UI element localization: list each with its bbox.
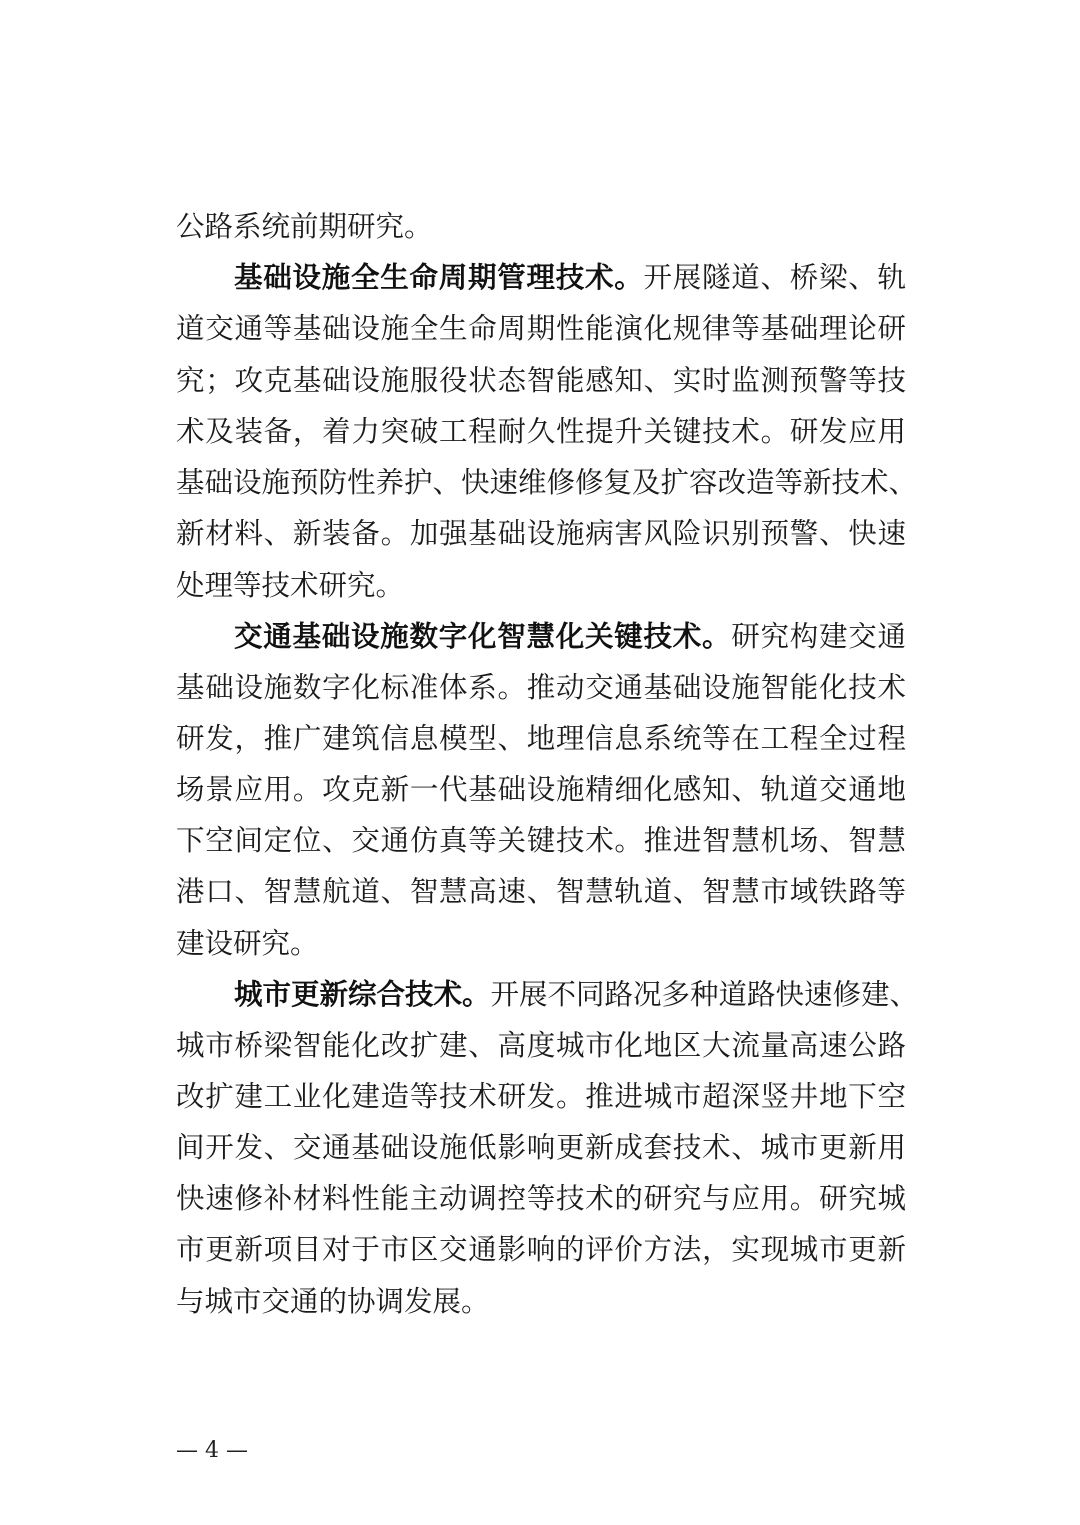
text-run: 开展隧道、桥梁、轨 bbox=[643, 261, 906, 294]
text-line: 新材料、新装备。加强基础设施病害风险识别预警、快速 bbox=[176, 517, 906, 550]
section-heading: 基础设施全生命周期管理技术。 bbox=[234, 261, 644, 294]
text-line: 基础设施预防性养护、快速维修修复及扩容改造等新技术、 bbox=[176, 466, 918, 499]
text-line: 城市桥梁智能化改扩建、高度城市化地区大流量高速公路 bbox=[176, 1029, 906, 1062]
text-line: 究；攻克基础设施服役状态智能感知、实时监测预警等技 bbox=[176, 364, 906, 397]
text-line: 改扩建工业化建造等技术研发。推进城市超深竖井地下空 bbox=[176, 1080, 906, 1113]
text-line: 市更新项目对于市区交通影响的评价方法，实现城市更新 bbox=[176, 1233, 906, 1266]
paragraph-first-line bbox=[234, 258, 906, 298]
text-line: 下空间定位、交通仿真等关键技术。推进智慧机场、智慧 bbox=[176, 824, 906, 857]
text-line: 间开发、交通基础设施低影响更新成套技术、城市更新用 bbox=[176, 1131, 906, 1164]
text-run: 研究构建交通 bbox=[731, 620, 906, 653]
text-line: 港口、智慧航道、智慧高速、智慧轨道、智慧市域铁路等 bbox=[176, 875, 906, 908]
text-line: 与城市交通的协调发展。 bbox=[176, 1285, 490, 1318]
text-line: 术及装备，着力突破工程耐久性提升关键技术。研发应用 bbox=[176, 415, 906, 448]
text-line: 建设研究。 bbox=[176, 927, 319, 960]
text-line: 研发，推广建筑信息模型、地理信息系统等在工程全过程 bbox=[176, 722, 906, 755]
text-line: 快速修补材料性能主动调控等技术的研究与应用。研究城 bbox=[176, 1182, 906, 1215]
text-line: 处理等技术研究。 bbox=[176, 569, 405, 602]
section-heading: 城市更新综合技术。 bbox=[234, 978, 491, 1011]
paragraph-first-line bbox=[234, 975, 919, 1015]
text-line: 道交通等基础设施全生命周期性能演化规律等基础理论研 bbox=[176, 312, 906, 345]
text-line: 场景应用。攻克新一代基础设施精细化感知、轨道交通地 bbox=[176, 773, 906, 806]
section-heading: 交通基础设施数字化智慧化关键技术。 bbox=[234, 620, 732, 653]
page-number: — 4 — bbox=[176, 1438, 248, 1463]
paragraph-first-line bbox=[234, 617, 906, 657]
text-run: 开展不同路况多种道路快速修建、 bbox=[490, 978, 919, 1011]
text-line: 公路系统前期研究。 bbox=[176, 210, 433, 243]
text-line: 基础设施数字化标准体系。推动交通基础设施智能化技术 bbox=[176, 671, 906, 704]
